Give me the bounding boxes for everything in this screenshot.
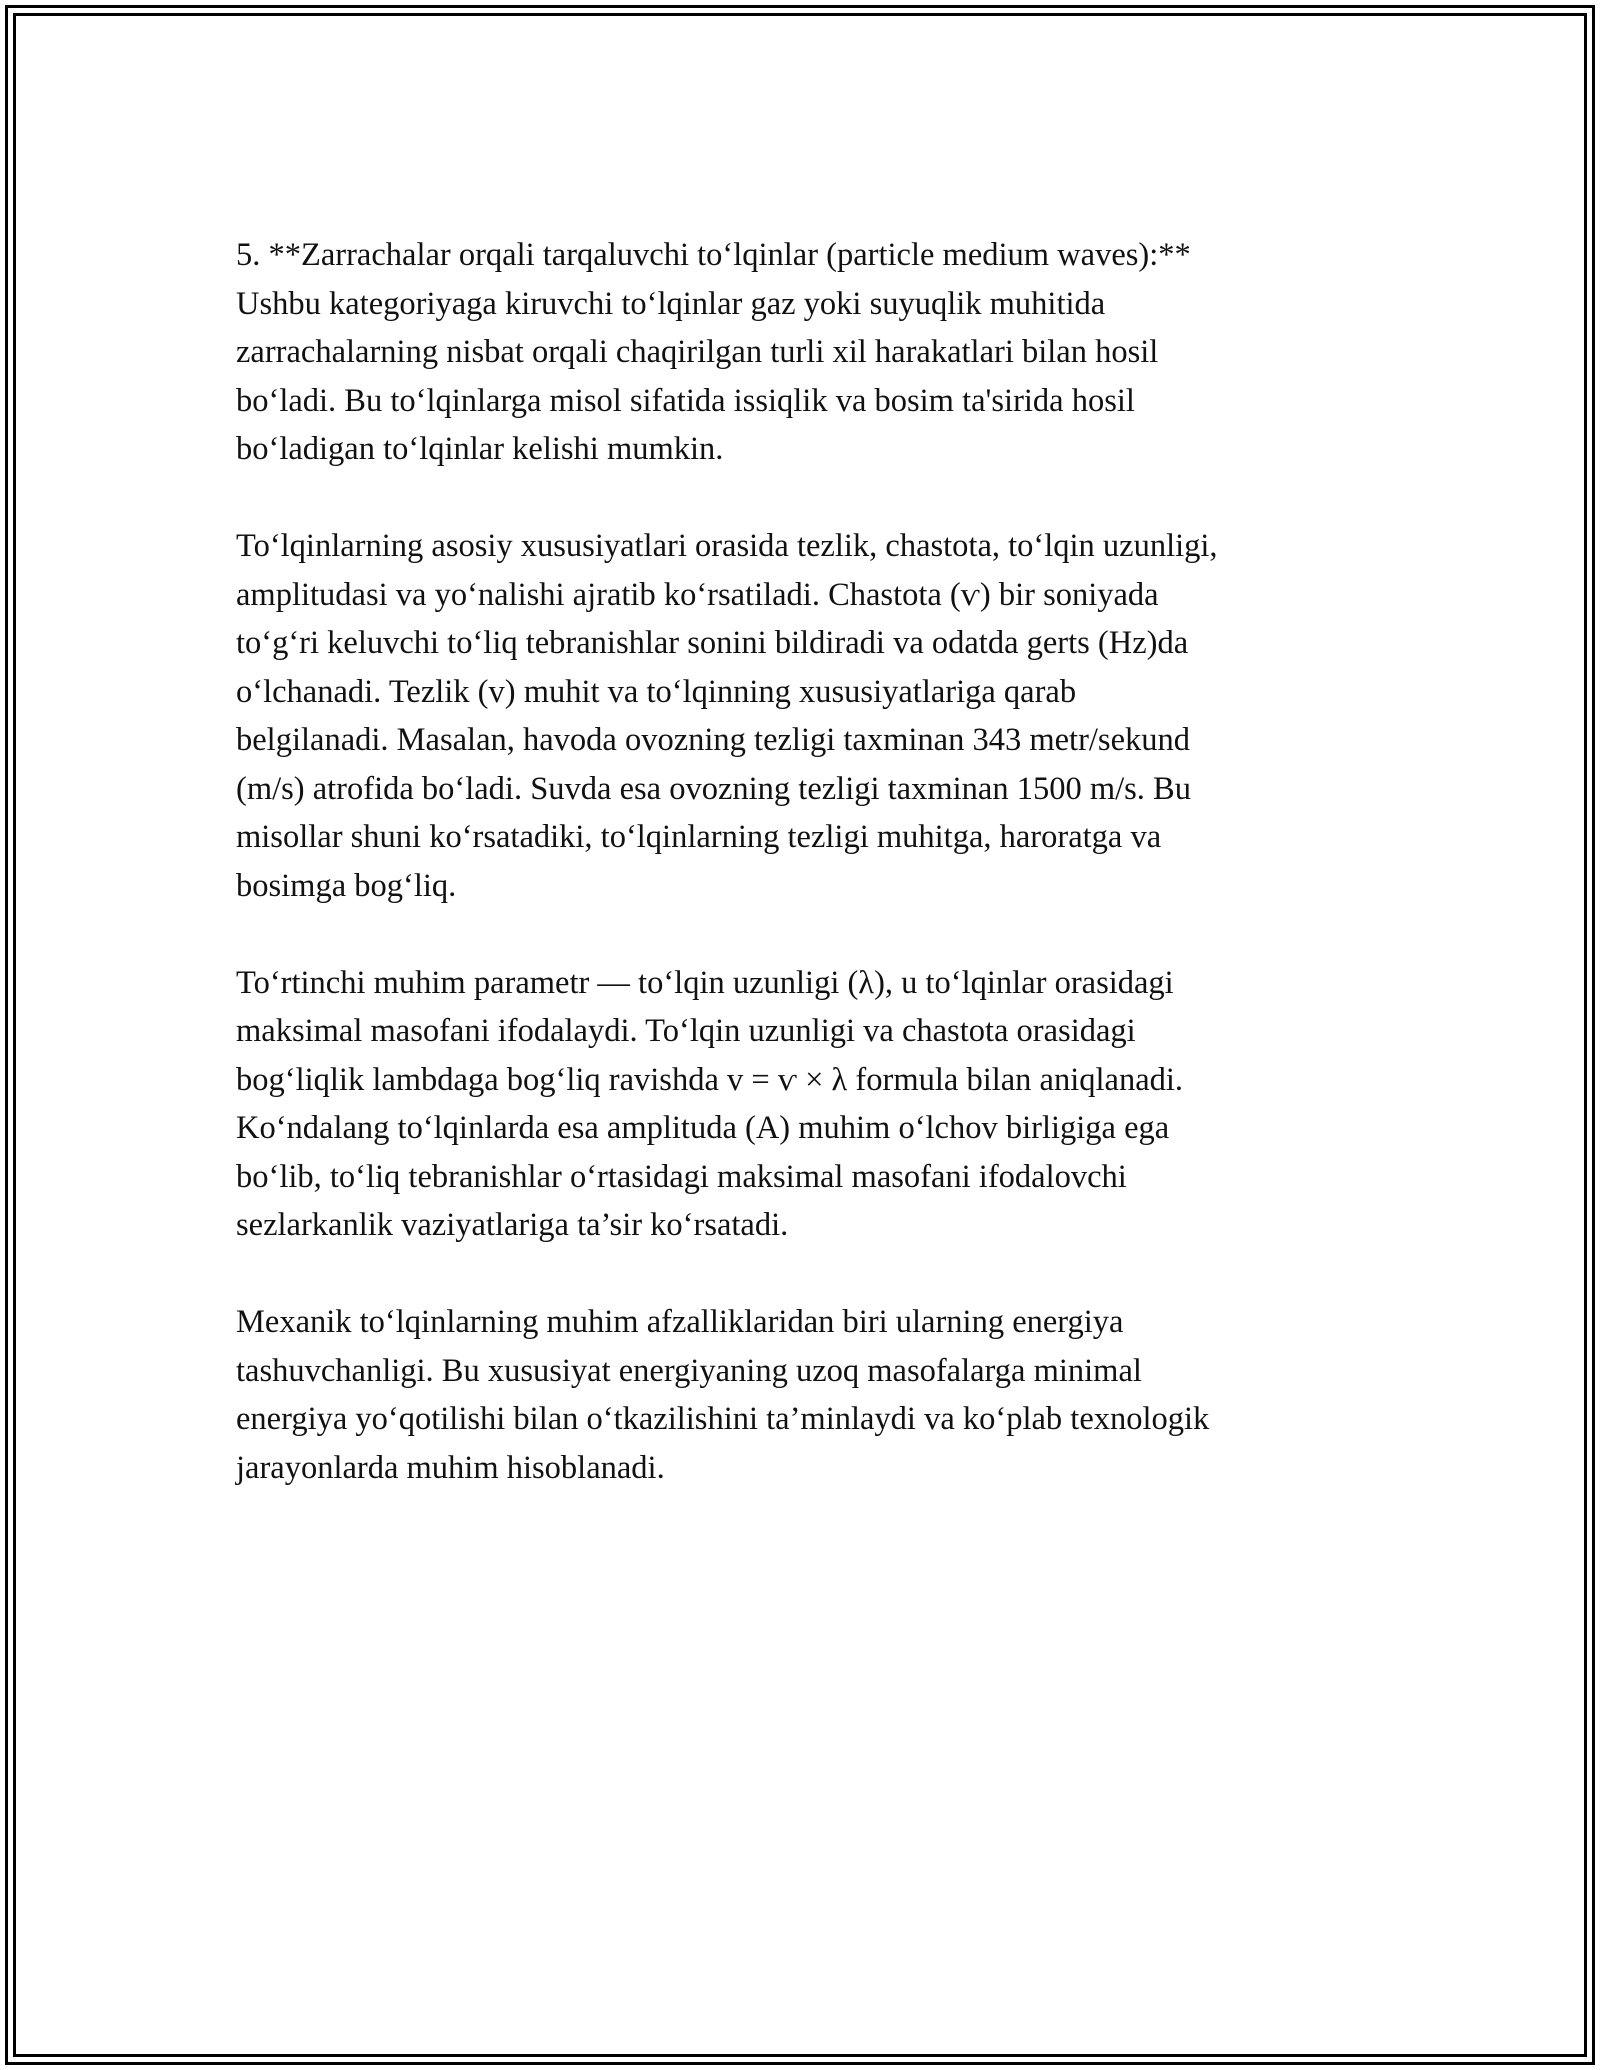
text-line: Ko‘ndalang to‘lqinlarda esa amplituda (A) muhim o‘lchov birligiga ega — [236, 1110, 1170, 1146]
text-line: o‘lchanadi. Tezlik (v) muhit va to‘lqinning xususiyatlariga qarab — [236, 673, 1077, 710]
text-line: energiya yo‘qotilishi bilan o‘tkazilishini ta’minlaydi va ko‘plab texnologik — [236, 1401, 1210, 1437]
text-line: (m/s) atrofida bo‘ladi. Suvda esa ovozning tezligi taxminan 1500 m/s. Bu — [236, 770, 1191, 807]
text-line: misollar shuni ko‘rsatadiki, to‘lqinlarning tezligi muhitga, haroratga va — [236, 819, 1162, 855]
text-line: Mexanik to‘lqinlarning muhim afzalliklaridan biri ularning energiya — [236, 1304, 1124, 1340]
text-line: bo‘ladi. Bu to‘lqinlarga misol sifatida issiqlik va bosim ta'sirida hosil — [236, 382, 1135, 419]
paragraph-particle-medium-waves — [236, 231, 1386, 474]
text-line: amplitudasi va yo‘nalishi ajratib ko‘rsatiladi. Chastota (ѵ) bir soniyada — [236, 576, 1159, 613]
text-line: sezlarkanlik vaziyatlariga ta’sir ko‘rsatadi. — [236, 1207, 789, 1243]
text-line: bog‘liqlik lambdaga bog‘liq ravishda v = ѵ × λ formula bilan aniqlanadi. — [236, 1061, 1184, 1098]
text-line: Ushbu kategoriyaga kiruvchi to‘lqinlar gaz yoki suyuqlik muhitida — [236, 285, 1106, 322]
paragraph-wave-properties — [236, 522, 1386, 910]
text-line: bo‘ladigan to‘lqinlar kelishi mumkin. — [236, 431, 724, 467]
text-line: To‘rtinchi muhim parametr — to‘lqin uzunligi (λ), u to‘lqinlar orasidagi — [236, 964, 1174, 1001]
text-line: 5. **Zarrachalar orqali tarqaluvchi to‘lqinlar (particle medium waves):** — [236, 237, 1191, 273]
text-line: belgilanadi. Masalan, havoda ovozning tezligi taxminan 343 metr/sekund — [236, 722, 1190, 758]
paragraph-energy-transport — [236, 1298, 1386, 1492]
text-line: To‘lqinlarning asosiy xususiyatlari orasida tezlik, chastota, to‘lqin uzunligi, — [236, 528, 1218, 564]
document-body — [236, 231, 1386, 1541]
text-line: zarrachalarning nisbat orqali chaqirilgan turli xil harakatlari bilan hosil — [236, 334, 1159, 370]
text-line: bosimga bog‘liq. — [236, 867, 457, 904]
text-line: maksimal masofani ifodalaydi. To‘lqin uzunligi va chastota orasidagi — [236, 1013, 1136, 1049]
text-line: to‘g‘ri keluvchi to‘liq tebranishlar sonini bildiradi va odatda gerts (Hz)da — [236, 625, 1189, 661]
text-line: jarayonlarda muhim hisoblanadi. — [236, 1449, 665, 1486]
text-line: tashuvchanligi. Bu xususiyat energiyaning uzoq masofalarga minimal — [236, 1352, 1142, 1389]
text-line: bo‘lib, to‘liq tebranishlar o‘rtasidagi maksimal masofani ifodalovchi — [236, 1158, 1127, 1195]
paragraph-wavelength — [236, 959, 1386, 1250]
